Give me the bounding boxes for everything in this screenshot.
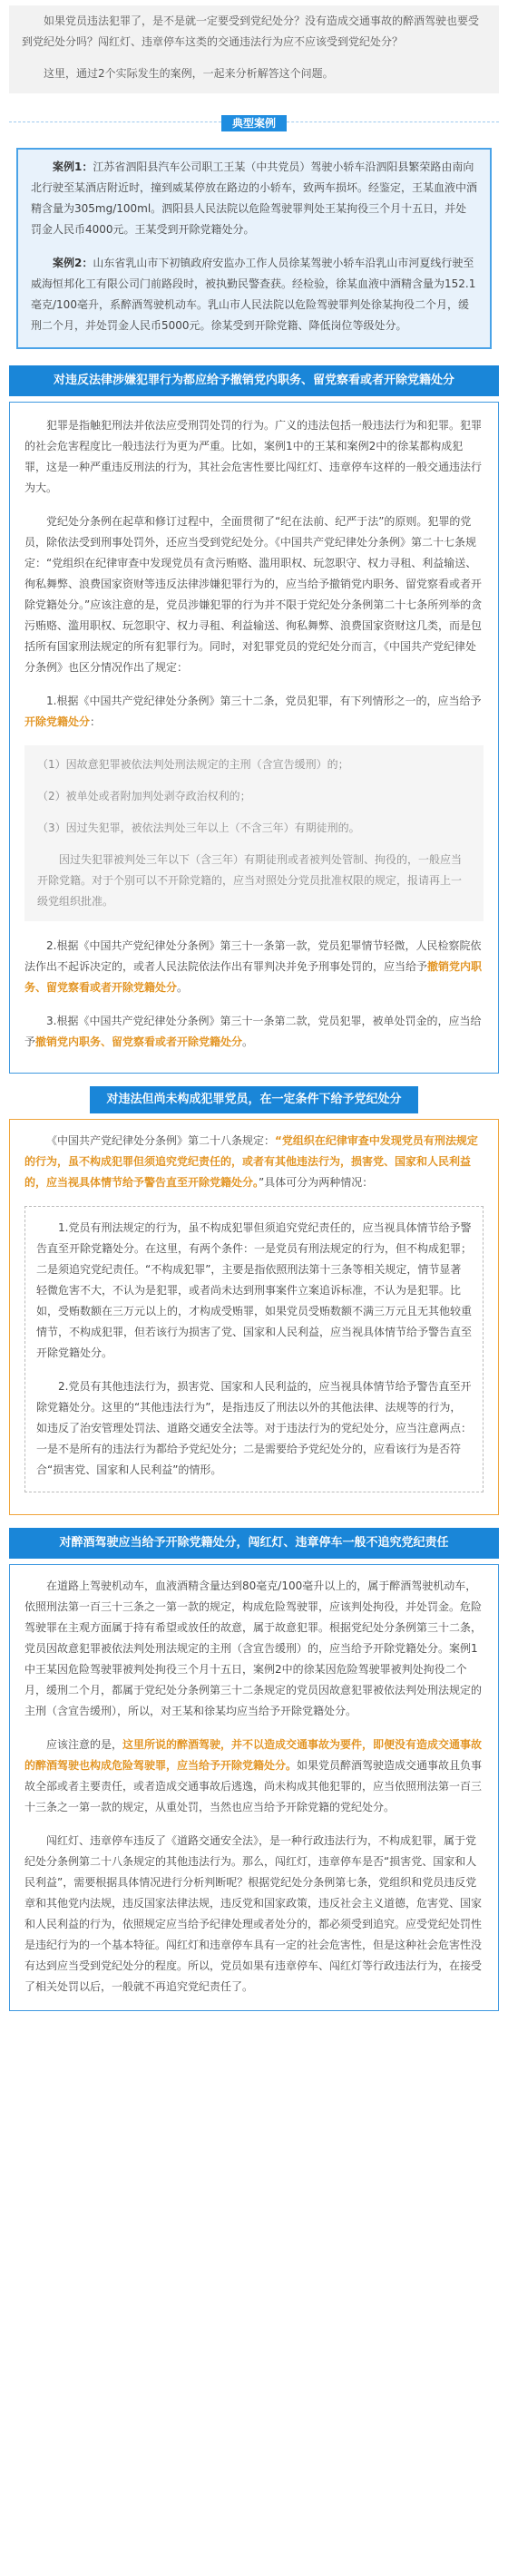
intro-box [9, 5, 499, 93]
section-2-paragraph-2: 1.党员有刑法规定的行为，虽不构成犯罪但须追究党纪责任的，应当视具体情节给予警告直至开除党籍处分。在这里，有两个条件：一是党员有刑法规定的行为，但不构成犯罪；二是须追究党纪责任。“不构成犯罪”，主要是指依照刑法第十三条等相关规定，情节显著轻微危害不大，不认为是犯罪，或者尚未达到刑事案件立案追诉标准，不认为是犯罪。比如，受贿数额在三万元以上的，才构成受贿罪，如果党员受贿数额不满三万元且无其他较重情节，不构成犯罪，但若该行为损害了党、国家和人民利益，应当视具体情节给予警告直至开除党籍处分。 [36, 1221, 473, 1359]
section-1-paragraph-1: 犯罪是指触犯刑法并依法应受刑罚处罚的行为。广义的违法包括一般违法行为和犯罪。犯罪的社会危害程度比一般违法行为更为严重。比如，案例1中的王某和案例2中的徐某都构成犯罪，这是一种严重违反刑法的行为，其社会危害性要比闯红灯、违章停车这样的一般交通违法行为大。 [24, 419, 483, 494]
section-3-body [9, 1564, 499, 2011]
section-3-paragraph-3: 闯红灯、违章停车违反了《道路交通安全法》，是一种行政违法行为，不构成犯罪，属于党纪处分条例第二十八条规定的其他违法行为。那么，闯红灯，违章停车是否“损害党、国家和人民利益”，需要根据具体情况进行分析判断呢？根据党纪处分条例第七条，党组织和党员违反党章和其他党内法规，违反国家法律法规，违反党和国家政策，违反社会主义道德，危害党、国家和人民利益的行为，依照规定应当给予纪律处理或者处分的，都必须受到追究。应受党纪处罚性是违纪行为的一个基本特征。闯红灯和违章停车具有一定的社会危害性，但是这种社会危害性没有达到应当受到党纪处分的程度。所以，党员如果有违章停车、闯红灯等行政违法行为，在接受了相关处罚以后，一般就不再追究党纪责任了。 [24, 1834, 483, 1993]
section-3-paragraph-1: 在道路上驾驶机动车，血液酒精含量达到80毫克/100毫升以上的，属于醉酒驾驶机动车，依照刑法第一百三十三条之一第一款的规定，构成危险驾驶罪，应该判处拘役，并处罚金。危险驾驶罪在主观方面属于持有希望或放任的故意，属于故意犯罪。根据党纪处分条例第三十二条，党员因故意犯罪被依法判处刑法规定的主刑（含宣告缓刑）的，应当给予开除党籍处分。案例1中王某因危险驾驶罪被判处拘役三个月十五日，案例2中的徐某因危险驾驶罪被判处拘役二个月，缓刑二个月，都属于党纪处分条例第三十二条规定的党员因故意犯罪被依法判处刑法规定的主刑（含宣告缓刑），所以，对王某和徐某均应当给予开除党籍处分。 [24, 1580, 483, 1717]
section-3-paragraph-2 [24, 1735, 484, 1818]
highlight-text: 撤销党内职务、留党察看或者开除党籍处分 [35, 1035, 243, 1048]
section-1-paragraph-3 [24, 691, 484, 733]
section-2-title-wrap [9, 1086, 499, 1113]
text-run: 。 [242, 1035, 254, 1048]
case-1 [31, 157, 477, 240]
highlight-text: 这里所说的醉酒驾驶，并不以造成交通事故为要件，即便没有造成交通事故的醉酒驾驶也构成危险驾驶罪，应当给予开除党籍处分。 [24, 1738, 483, 1772]
text-run: 1.根据《中国共产党纪律处分条例》第三十二条，党员犯罪，有下列情形之一的，应当给予 [46, 695, 482, 707]
section-1-body [9, 402, 499, 1074]
case-2 [31, 253, 477, 336]
section-2-details-box [24, 1206, 484, 1492]
case-2-label: 案例2： [53, 257, 93, 269]
conditions-box [24, 745, 484, 921]
section-2-paragraph-3: 2.党员有其他违法行为，损害党、国家和人民利益的，应当视具体情节给予警告直至开除党籍处分。这里的“其他违法行为”，是指违反了刑法以外的其他法律、法规等的行为，如违反了治安管理处罚法、道路交通安全法等。对于违法行为的党纪处分，应当注意两点：一是不是所有的违法行为都给予党纪处分；二是需要给予党纪处分的，应看该行为是否符合“损害党、国家和人民利益”的情形。 [36, 1380, 473, 1476]
text-run: 3.根据《中国共产党纪律处分条例》第三十一条第二款，党员犯罪，被单处罚金的，应当给予 [24, 1015, 482, 1048]
section-1-paragraph-2: 党纪处分条例在起草和修订过程中，全面贯彻了“纪在法前、纪严于法”的原则。犯罪的党员，除依法受到刑事处罚外，还应当受到党纪处分。《中国共产党纪律处分条例》第二十七条规定：“党组织在纪律审查中发现党员有贪污贿赂、滥用职权、玩忽职守、权力寻租、利益输送、徇私舞弊、浪费国家资财等违反法律涉嫌犯罪行为的，应当给予撤销党内职务、留党察看或者开除党籍处分。”应该注意的是，党员涉嫌犯罪的行为并不限于党纪处分条例第二十七条所列举的贪污贿赂、滥用职权、玩忽职守、权力寻租、利益输送、徇私舞弊、浪费国家资财这几类，而是包括所有国家刑法规定的所有犯罪行为。同时，对犯罪党员的党纪处分而言，《中国共产党纪律处分条例》也区分情况作出了规定： [24, 515, 483, 674]
typical-cases-tag: 典型案例 [221, 115, 287, 131]
case-1-text: 江苏省泗阳县汽车公司职工王某（中共党员）驾驶小轿车沿泗阳县繁荣路由南向北行驶至某酒店附近时，撞到威某停放在路边的小轿车，致两车损坏。经鉴定，王某血液中酒精含量为305mg/100ml。泗阳县人民法院以危险驾驶罪判处王某拘役三个月十五日，并处罚金人民币4000元。王某受到开除党籍处分。 [31, 160, 478, 236]
intro-paragraph-2: 这里，通过2个实际发生的案例，一起来分析解答这个问题。 [44, 67, 334, 80]
text-run: 《中国共产党纪律处分条例》第二十八条规定： [46, 1134, 276, 1147]
text-run: 2.根据《中国共产党纪律处分条例》第三十一条第一款，党员犯罪情节轻微，人民检察院依法作出不起诉决定的，或者人民法院依法作出有罪判决并免予刑事处罚的，应当给予 [24, 939, 482, 973]
case-2-text: 山东省乳山市下初镇政府安监办工作人员徐某驾驶小轿车沿乳山市河夏线行驶至威海恒邦化工有限公司门前路段时，被执勤民警查获。经检验，徐某血液中酒精含量为152.1毫克/100毫升，系醉酒驾驶机动车。乳山市人民法院以危险驾驶罪判处徐某拘役二个月，缓刑二个月，并处罚金人民币5000元。徐某受到开除党籍、降低岗位等级处分。 [31, 257, 476, 332]
cases-box [16, 148, 492, 349]
highlight-text: “党组织在纪律审查中发现党员有刑法规定的行为，虽不构成犯罪但须追究党纪责任的，或者有其他违法行为，损害党、国家和人民利益的，应当视具体情节给予警告直至开除党籍处分。 [24, 1134, 478, 1189]
section-1-title: 对违反法律涉嫌犯罪行为都应给予撤销党内职务、留党察看或者开除党籍处分 [9, 365, 499, 396]
section-2-body [9, 1119, 499, 1515]
section-1-paragraph-5 [24, 1011, 484, 1053]
text-run: 应该注意的是， [46, 1738, 123, 1751]
section-2-paragraph-1 [24, 1131, 484, 1193]
section-2-title: 对违法但尚未构成犯罪党员，在一定条件下给予党纪处分 [90, 1086, 417, 1113]
intro-paragraph-1: 如果党员违法犯罪了，是不是就一定要受到党纪处分？没有造成交通事故的醉酒驾驶也要受到党纪处分吗？闯红灯、违章停车这类的交通违法行为应不应该受到党纪处分？ [22, 15, 480, 48]
text-run: 。 [177, 981, 189, 994]
section-3-title: 对醉酒驾驶应当给予开除党籍处分，闯红灯、违章停车一般不追究党纪责任 [9, 1528, 499, 1559]
case-1-label: 案例1： [53, 160, 93, 173]
section-tag-divider [9, 113, 499, 130]
condition-item-2: （2）被单处或者附加判处剥夺政治权利的； [37, 790, 251, 802]
text-run: ： [90, 715, 102, 728]
conditions-note: 因过失犯罪被判处三年以下（含三年）有期徒刑或者被判处管制、拘役的，一般应当开除党籍。对于个别可以不开除党籍的，应当对照处分党员批准权限的规定，报请再上一级党组织批准。 [37, 853, 463, 908]
text-run: ”具体可分为两种情况： [259, 1176, 374, 1189]
text-run: 如果党员醉酒驾驶造成交通事故且负事故全部或者主要责任，或者造成交通事故后逃逸，尚未构成其他犯罪的，应当依照刑法第一百三十三条之一第一款的规定，从重处罚，当然也应当给予开除党籍的党纪处分。 [24, 1759, 483, 1813]
highlight-text: 撤销党内职务、留党察看或者开除党籍处分 [24, 960, 483, 994]
highlight-text: 开除党籍处分 [24, 715, 91, 728]
condition-item-3: （3）因过失犯罪，被依法判处三年以上（不含三年）有期徒刑的。 [37, 821, 360, 834]
condition-item-1: （1）因故意犯罪被依法判处刑法规定的主刑（含宣告缓刑）的； [37, 758, 349, 771]
section-1-paragraph-4 [24, 936, 484, 998]
